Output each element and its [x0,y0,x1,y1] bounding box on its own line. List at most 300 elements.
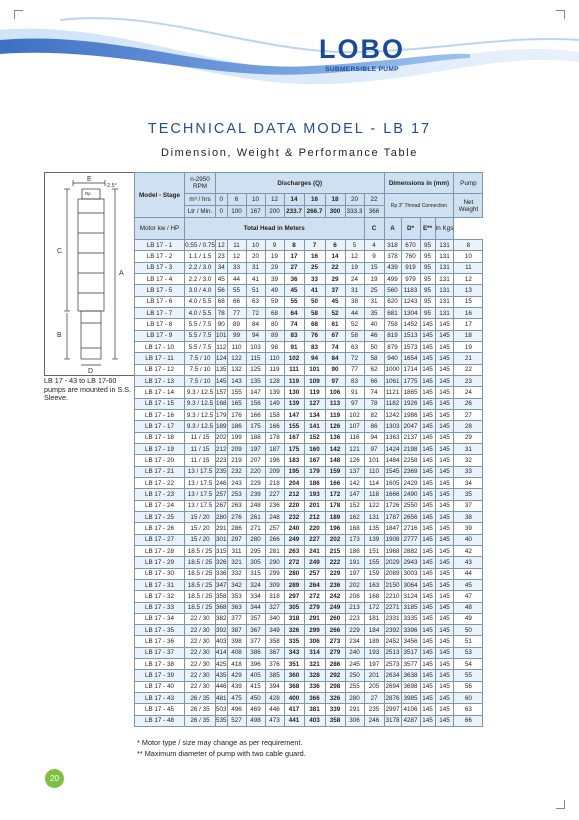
table-cell: 298 [325,681,345,692]
table-cell: 62 [364,364,384,375]
model-cell: LB 17 - 18 [135,432,185,443]
table-cell: 239 [246,489,265,500]
table-cell: 126 [345,455,364,466]
table-cell: 136 [325,432,345,443]
table-cell: 145 [435,409,454,420]
table-cell: 7.5 / 10 [185,375,216,386]
table-cell: 126 [325,421,345,432]
table-cell: 297 [227,534,246,545]
table-cell: 148 [325,455,345,466]
table-cell: 145 [420,625,435,636]
table-cell: 22 / 30 [185,659,216,670]
header-ltrmin: Ltr / Min. [185,206,216,218]
table-cell: 429 [227,670,246,681]
model-cell: LB 17 - 21 [135,466,185,477]
table-cell: 163 [364,579,384,590]
table-cell: 376 [265,659,284,670]
model-cell: LB 17 - 30 [135,568,185,579]
table-cell: 242 [325,591,345,602]
crop-mark-top-right [556,10,565,19]
table-cell: 68 [265,307,284,318]
table-cell: 145 [420,489,435,500]
table-cell: 358 [265,636,284,647]
table-cell: 11 [227,240,246,251]
table-cell: 2573 [384,659,401,670]
table-cell: 2210 [384,591,401,602]
table-cell: 139 [284,398,304,409]
table-cell: 11 / 15 [185,432,216,443]
table-row [135,591,483,602]
table-cell: 110 [364,466,384,477]
table-cell: 23 [454,375,483,386]
table-cell: 758 [384,319,401,330]
table-cell: 199 [227,432,246,443]
table-row [135,432,483,443]
table-cell: 204 [284,477,304,488]
table-cell: 15 [454,296,483,307]
table-cell: 9.3 / 12.5 [185,421,216,432]
table-cell: 5 [345,240,364,251]
table-cell: 367 [265,647,284,658]
model-cell: LB 17 - 27 [135,534,185,545]
table-cell: 12 [216,240,228,251]
table-cell: 76 [304,330,325,341]
table-cell: 50 [364,341,384,352]
table-cell: 72 [246,307,265,318]
table-cell: 143 [227,375,246,386]
table-cell: 266 [325,625,345,636]
table-cell: 44 [454,568,483,579]
table-cell: 20 [246,251,265,262]
table-cell: 66 [454,715,483,726]
table-cell: 235 [216,466,228,477]
table-cell: 306 [304,636,325,647]
header-rpm: n-2950 RPM [185,173,216,194]
table-cell: 360 [284,670,304,681]
table-cell: 189 [325,511,345,522]
table-cell: 145 [435,647,454,658]
table-cell: 18.5 / 25 [185,568,216,579]
table-cell: 2047 [401,421,420,432]
model-cell: LB 17 - 38 [135,659,185,670]
table-cell: 27 [364,693,384,704]
table-cell: 26 / 35 [185,715,216,726]
table-cell: 40 [454,534,483,545]
model-cell: LB 17 - 12 [135,364,185,375]
table-cell: 4287 [401,715,420,726]
table-row [135,307,483,318]
table-cell: 145 [420,704,435,715]
table-cell: 145 [435,443,454,454]
table-row [135,285,483,296]
table-cell: 109 [304,375,325,386]
table-cell: 378 [384,251,401,262]
table-cell: 33 [304,273,325,284]
table-cell: 95 [420,262,435,273]
table-cell: 60 [454,693,483,704]
header-m3-22: 22 [364,194,384,206]
table-cell: 3064 [401,579,420,590]
table-cell: 27 [454,409,483,420]
table-cell: 417 [284,704,304,715]
table-cell: 101 [216,330,228,341]
table-cell: 82 [364,409,384,420]
table-cell: 229 [325,568,345,579]
table-cell: 7.5 / 10 [185,364,216,375]
brand-name: LOBO [319,34,405,64]
table-cell: 2029 [384,557,401,568]
table-cell: 68 [216,296,228,307]
table-cell: 19 [364,273,384,284]
model-cell: LB 17 - 11 [135,353,185,364]
model-cell: LB 17 - 28 [135,545,185,556]
table-cell: 385 [265,670,284,681]
table-cell: 202 [325,534,345,545]
table-cell: 286 [325,659,345,670]
table-cell: 327 [265,602,284,613]
table-cell: 45 [216,273,228,284]
table-cell: 145 [420,523,435,534]
table-cell: 342 [227,579,246,590]
table-cell: 207 [246,455,265,466]
table-cell: 428 [265,693,284,704]
table-cell: 223 [345,613,364,624]
table-cell: 31 [364,296,384,307]
table-cell: 183 [284,455,304,466]
table-cell: 162 [345,511,364,522]
table-cell: 145 [420,387,435,398]
table-cell: 145 [420,613,435,624]
table-cell: 328 [304,670,325,681]
table-cell: 2694 [384,681,401,692]
table-cell: 25 [364,285,384,296]
table-cell: 114 [364,477,384,488]
model-cell: LB 17 - 24 [135,500,185,511]
table-row [135,647,483,658]
table-row [135,489,483,500]
table-cell: 201 [304,500,325,511]
model-cell: LB 17 - 2 [135,251,185,262]
table-cell: 35 [454,489,483,500]
header-lm-366: 366 [364,206,384,218]
table-cell: 396 [246,659,265,670]
brand-tagline: SUBMERSIBLE PUMP [325,66,399,73]
table-cell: 1775 [401,375,420,386]
table-cell: 473 [265,715,284,726]
table-cell: 145 [435,511,454,522]
table-cell: 250 [345,670,364,681]
table-row [135,500,483,511]
table-cell: 197 [246,443,265,454]
table-cell: 670 [401,240,420,251]
table-row [135,353,483,364]
table-cell: 334 [246,591,265,602]
model-cell: LB 17 - 3 [135,262,185,273]
table-cell: 145 [420,341,435,352]
table-cell: 17 [284,251,304,262]
table-cell: 145 [435,341,454,352]
table-cell: 318 [384,240,401,251]
table-row [135,579,483,590]
table-cell: 208 [345,591,364,602]
table-body [135,240,483,727]
table-cell: 22 / 30 [185,613,216,624]
table-cell: 227 [304,534,325,545]
table-cell: 229 [246,477,265,488]
technical-data-table [134,172,483,727]
table-cell: 145 [435,375,454,386]
table-cell: 18.5 / 25 [185,579,216,590]
table-cell: 6 [325,240,345,251]
table-cell: 219 [227,455,246,466]
table-cell: 29 [325,273,345,284]
table-cell: 267 [216,500,228,511]
model-cell: LB 17 - 9 [135,330,185,341]
header-lm-200: 200 [265,206,284,218]
table-cell: 74 [325,341,345,352]
page-subtitle: Dimension, Weight & Performance Table [161,147,418,159]
table-cell: 1968 [384,545,401,556]
model-cell: LB 17 - 39 [135,670,185,681]
table-cell: 15 [364,262,384,273]
table-cell: 408 [227,647,246,658]
table-cell: 212 [284,489,304,500]
table-cell: 66 [227,296,246,307]
table-cell: 2656 [401,511,420,522]
table-cell: 112 [216,341,228,352]
table-cell: 145 [420,670,435,681]
table-cell: 276 [227,511,246,522]
header-in-kgs: In Kgs [435,218,454,240]
table-cell: 16 [454,307,483,318]
table-cell: 95 [420,240,435,251]
table-cell: 3577 [401,659,420,670]
header-lm-333: 333.3 [345,206,364,218]
table-cell: 498 [246,715,265,726]
table-cell: 9.3 / 12.5 [185,387,216,398]
table-row [135,477,483,488]
table-cell: 145 [435,704,454,715]
table-cell: 89 [227,319,246,330]
table-cell: 94 [246,330,265,341]
table-cell: 50 [304,296,325,307]
table-cell: 3698 [401,681,420,692]
table-cell: 1908 [384,534,401,545]
table-cell: 18.5 / 25 [185,591,216,602]
table-cell: 145 [420,534,435,545]
table-cell: 289 [284,579,304,590]
model-cell: LB 17 - 29 [135,557,185,568]
table-cell: 98 [265,341,284,352]
table-cell: 145 [435,330,454,341]
table-cell: 52 [325,307,345,318]
table-cell: 119 [304,387,325,398]
table-cell: 248 [246,500,265,511]
table-cell: 145 [435,545,454,556]
table-cell: 336 [304,681,325,692]
table-cell: 387 [227,625,246,636]
table-cell: 107 [345,421,364,432]
table-cell: 54 [454,659,483,670]
table-cell: 1865 [401,387,420,398]
table-cell: 1183 [401,285,420,296]
table-cell: 280 [246,534,265,545]
table-cell: 382 [216,613,228,624]
table-cell: 321 [227,557,246,568]
table-cell: 3638 [401,670,420,681]
table-cell: 97 [325,375,345,386]
table-cell: 202 [216,432,228,443]
model-cell: LB 17 - 13 [135,375,185,386]
table-cell: 209 [265,466,284,477]
table-cell: 84 [325,353,345,364]
table-cell: 4 [364,240,384,251]
header-lm-300: 300 [325,206,345,218]
table-cell: 147 [246,387,265,398]
table-cell: 53 [454,647,483,658]
table-cell: 147 [345,489,364,500]
table-cell: 121 [345,443,364,454]
table-cell: 80 [265,319,284,330]
table-cell: 29 [454,432,483,443]
model-cell: LB 17 - 26 [135,523,185,534]
table-cell: 940 [384,353,401,364]
pump-dimension-drawing [44,172,136,376]
table-cell: 10 [246,240,265,251]
table-cell: 90 [216,319,228,330]
table-cell: 145 [435,636,454,647]
table-cell: 21 [454,353,483,364]
table-cell: 439 [384,262,401,273]
table-cell: 425 [216,659,228,670]
table-cell: 91 [345,387,364,398]
table-cell: 74 [364,387,384,398]
table-cell: 305 [284,602,304,613]
table-cell: 101 [304,364,325,375]
table-cell: 1847 [384,523,401,534]
table-cell: 22 / 30 [185,636,216,647]
table-cell: 5.5 / 7.5 [185,330,216,341]
table-cell: 139 [364,534,384,545]
table-cell: 49 [454,613,483,624]
table-cell: 159 [325,466,345,477]
table-cell: 212 [304,511,325,522]
table-cell: 155 [284,421,304,432]
table-cell: 145 [435,715,454,726]
table-cell: 2777 [401,534,420,545]
table-cell: 134 [304,409,325,420]
table-cell: 291 [304,613,325,624]
table-cell: 2369 [401,466,420,477]
table-row [135,693,483,704]
table-cell: 145 [435,523,454,534]
table-cell: 145 [420,647,435,658]
table-cell: 95 [420,307,435,318]
table-cell: 145 [435,613,454,624]
table-cell: 292 [325,670,345,681]
table-cell: 119 [325,409,345,420]
table-cell: 188 [246,432,265,443]
table-cell: 2258 [401,455,420,466]
table-cell: 118 [364,489,384,500]
table-cell: 44 [227,273,246,284]
table-cell: 223 [216,455,228,466]
header-dim-c: C [364,218,384,240]
table-row [135,681,483,692]
table-cell: 249 [304,557,325,568]
table-cell: 125 [246,364,265,375]
table-cell: 446 [216,681,228,692]
table-cell: 59 [265,296,284,307]
table-cell: 819 [384,330,401,341]
table-row [135,659,483,670]
table-cell: 131 [435,307,454,318]
table-cell: 1452 [401,319,420,330]
table-cell: 305 [246,557,265,568]
table-cell: 131 [364,511,384,522]
table-cell: 347 [216,579,228,590]
table-cell: 99 [227,330,246,341]
table-cell: 1243 [401,296,420,307]
table-cell: 503 [216,704,228,715]
table-cell: 39 [265,273,284,284]
model-cell: LB 17 - 45 [135,704,185,715]
table-cell: 189 [364,636,384,647]
model-cell: LB 17 - 35 [135,625,185,636]
table-cell: 15 / 20 [185,511,216,522]
table-cell: 77 [345,364,364,375]
table-cell: 222 [325,557,345,568]
table-cell: 403 [216,636,228,647]
table-cell: 168 [216,398,228,409]
table-cell: 184 [364,625,384,636]
table-cell: 131 [435,251,454,262]
table-cell: 145 [420,375,435,386]
table-row [135,602,483,613]
table-cell: 145 [435,387,454,398]
table-cell: 24 [345,273,364,284]
table-cell: 879 [384,341,401,352]
table-cell: 257 [304,568,325,579]
table-cell: 34 [216,262,228,273]
table-cell: 9.3 / 12.5 [185,398,216,409]
table-cell: 18.5 / 25 [185,602,216,613]
table-cell: 435 [216,670,228,681]
table-cell: 236 [265,500,284,511]
table-cell: 47 [454,591,483,602]
table-cell: 357 [246,613,265,624]
table-cell: 141 [304,421,325,432]
model-cell: LB 17 - 40 [135,681,185,692]
header-m3-6: 6 [227,194,246,206]
drawing-label-d: D [88,368,94,375]
table-cell: 496 [227,704,246,715]
model-cell: LB 17 - 14 [135,387,185,398]
table-cell: 446 [265,704,284,715]
table-cell: 32 [454,455,483,466]
model-cell: LB 17 - 5 [135,285,185,296]
table-cell: 12 [345,251,364,262]
header-rp-thread: Rp 3" Thread Connection [384,194,454,218]
table-cell: 499 [384,273,401,284]
table-cell: 131 [435,296,454,307]
table-cell: 3.0 / 4.0 [185,285,216,296]
header-lm-167: 167 [246,206,265,218]
table-cell: 31 [345,285,364,296]
table-cell: 63 [454,704,483,715]
header-total-head: Total Head in Meters [185,218,365,240]
table-cell: 340 [265,613,284,624]
